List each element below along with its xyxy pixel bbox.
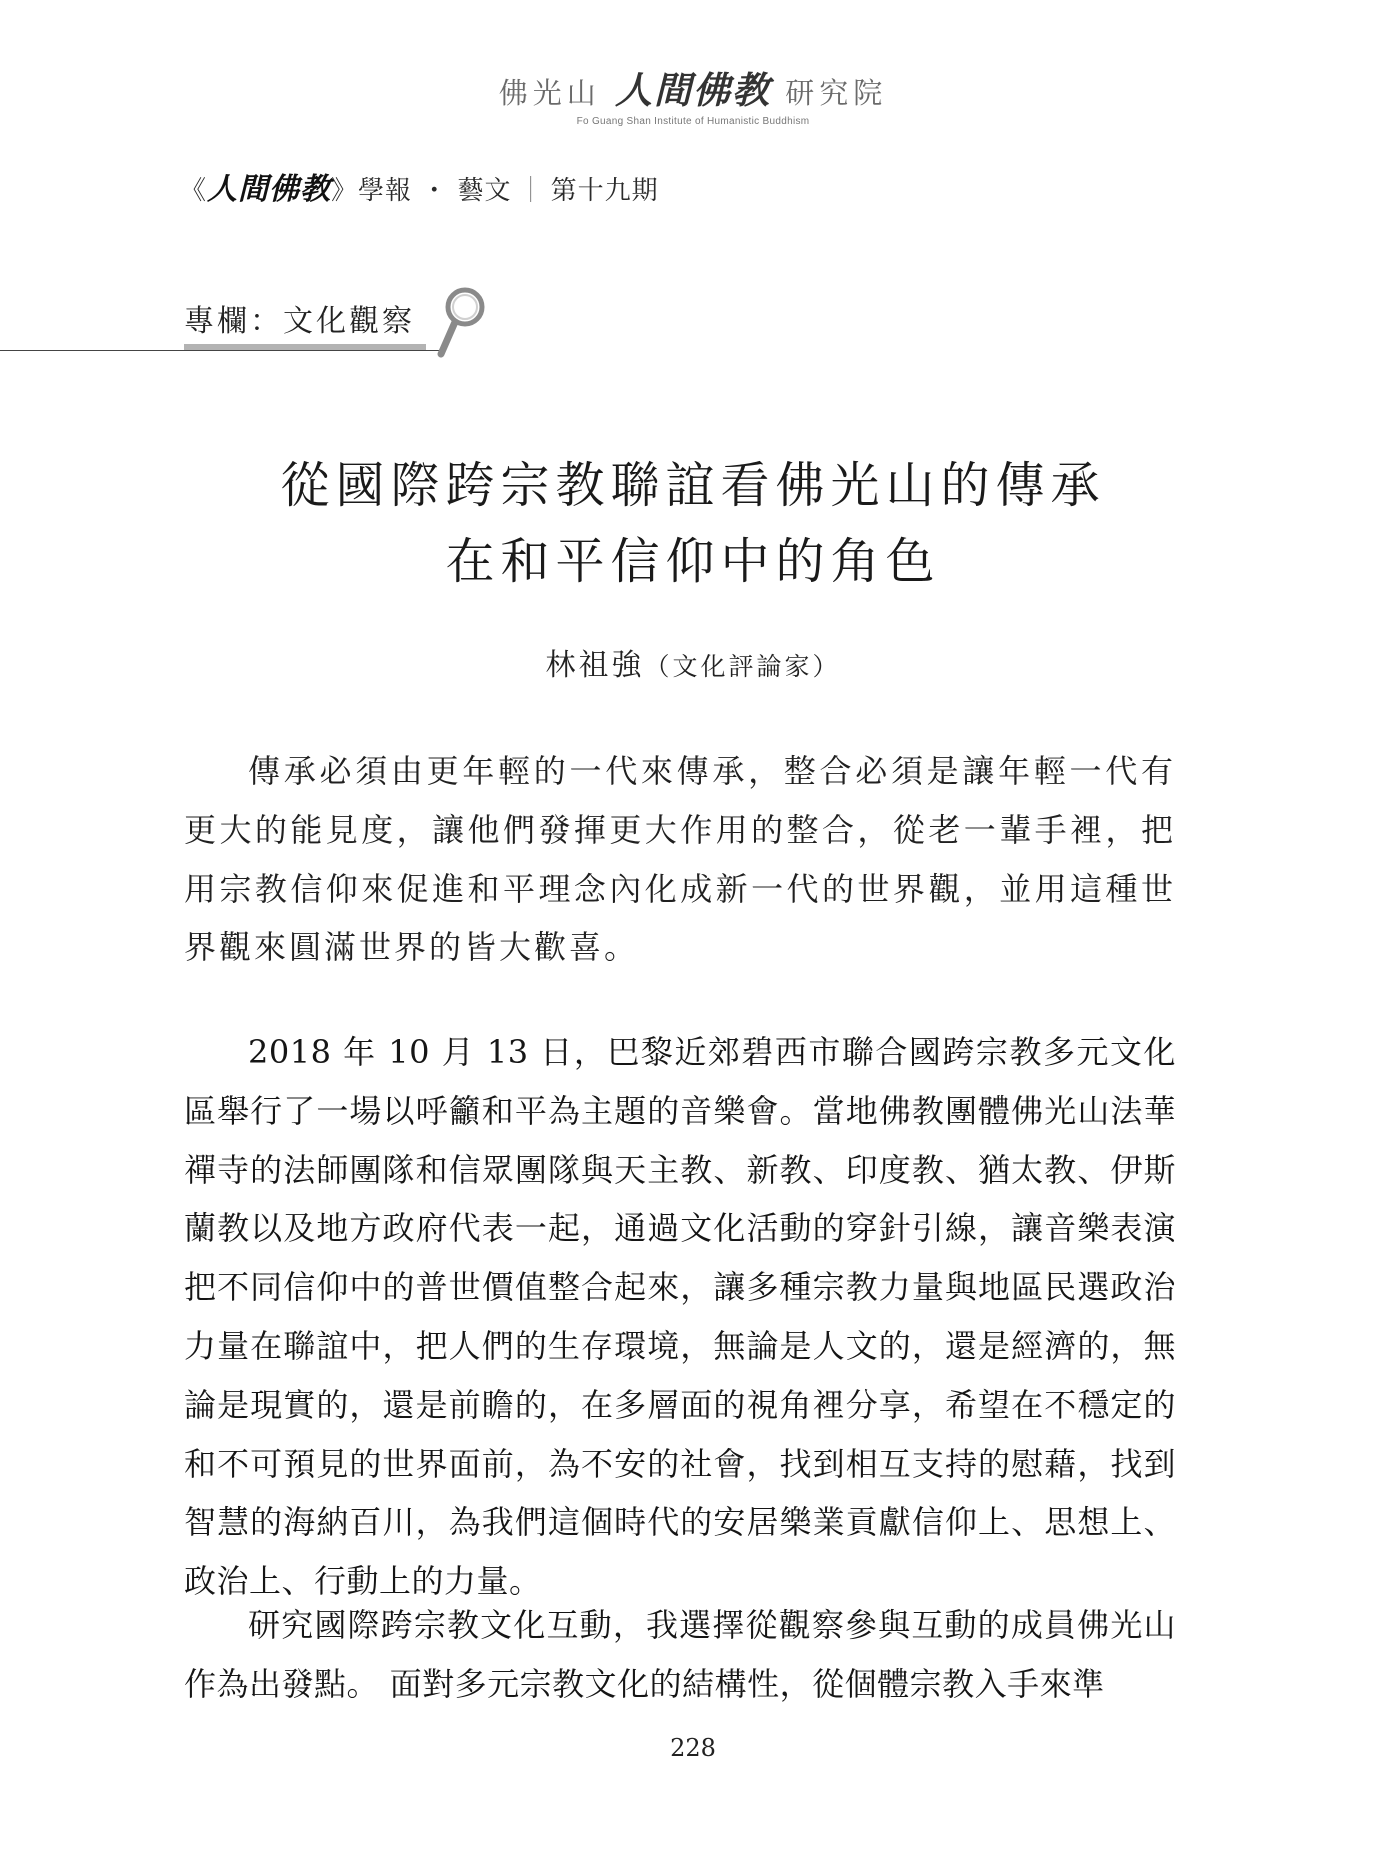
institute-logo-text: 人間佛教 (615, 68, 771, 112)
journal-close-bracket: 》 (331, 176, 359, 206)
institute-header (0, 60, 1386, 127)
journal-name: 學報 ・ 藝文 (358, 176, 512, 206)
abstract-paragraph: 傳承必須由更年輕的一代來傳承，整合必須是讓年輕一代有更大的能見度，讓他們發揮更大作用的整合，從老一輩手裡，把用宗教信仰來促進和平理念內化成新一代的世界觀，並用這種世界觀來圓滿世界的皆大歡喜。 (184, 752, 1176, 967)
institute-name (0, 60, 1386, 114)
institute-name-prefix: 佛光山 (498, 76, 601, 110)
article-title-line-2: 在和平信仰中的角色 (445, 533, 941, 590)
journal-open-bracket: 《 (180, 176, 208, 206)
article-title-line-1: 從國際跨宗教聯誼看佛光山的傳承 (280, 457, 1106, 514)
journal-running-head (180, 164, 659, 208)
section-rule (0, 350, 440, 351)
institute-english-name: Fo Guang Shan Institute of Humanistic Buddhism (576, 116, 810, 127)
author-affiliation: （文化評論家） (644, 652, 841, 681)
institute-name-suffix: 研究院 (785, 76, 888, 110)
journal-issue: 第十九期 (550, 176, 659, 206)
journal-divider: ｜ (517, 176, 545, 206)
article-title (0, 448, 1386, 600)
body-paragraph-2: 研究國際跨宗教文化互動，我選擇從觀察參與互動的成員佛光山作為出發點。 面對多元宗教文化的結構性，從個體宗教入手來準 (184, 1606, 1176, 1703)
page-number: 228 (670, 1734, 716, 1762)
author-name: 林祖強 (545, 648, 645, 683)
article-author (0, 640, 1386, 684)
body-paragraph-1: 2018 年 10 月 13 日，巴黎近郊碧西市聯合國跨宗教多元文化區舉行了一場以呼籲和平為主題的音樂會。當地佛教團體佛光山法華禪寺的法師團隊和信眾團隊與天主教、新教、印度教、猶太教、伊斯蘭教以及地方政府代表一起，通過文化活動的穿針引線，讓音樂表演把不同信仰中的普世價值整合起來，讓多種宗教力量與地區民選政治力量在聯誼中，把人們的生存環境，無論是人文的，還是經濟的，無論是現實的，還是前瞻的，在多層面的視角裡分享，希望在不穩定的和不可預見的世界面前，為不安的社會，找到相互支持的慰藉，找到智慧的海納百川，為我們這個時代的安居樂業貢獻信仰上、思想上、政治上、行動上的力量。 (184, 1033, 1176, 1601)
magnifier-icon (432, 280, 492, 360)
column-label: 專欄：文化觀察 (184, 304, 415, 339)
column-banner (0, 278, 500, 358)
journal-logo-text: 人間佛教 (207, 172, 332, 207)
